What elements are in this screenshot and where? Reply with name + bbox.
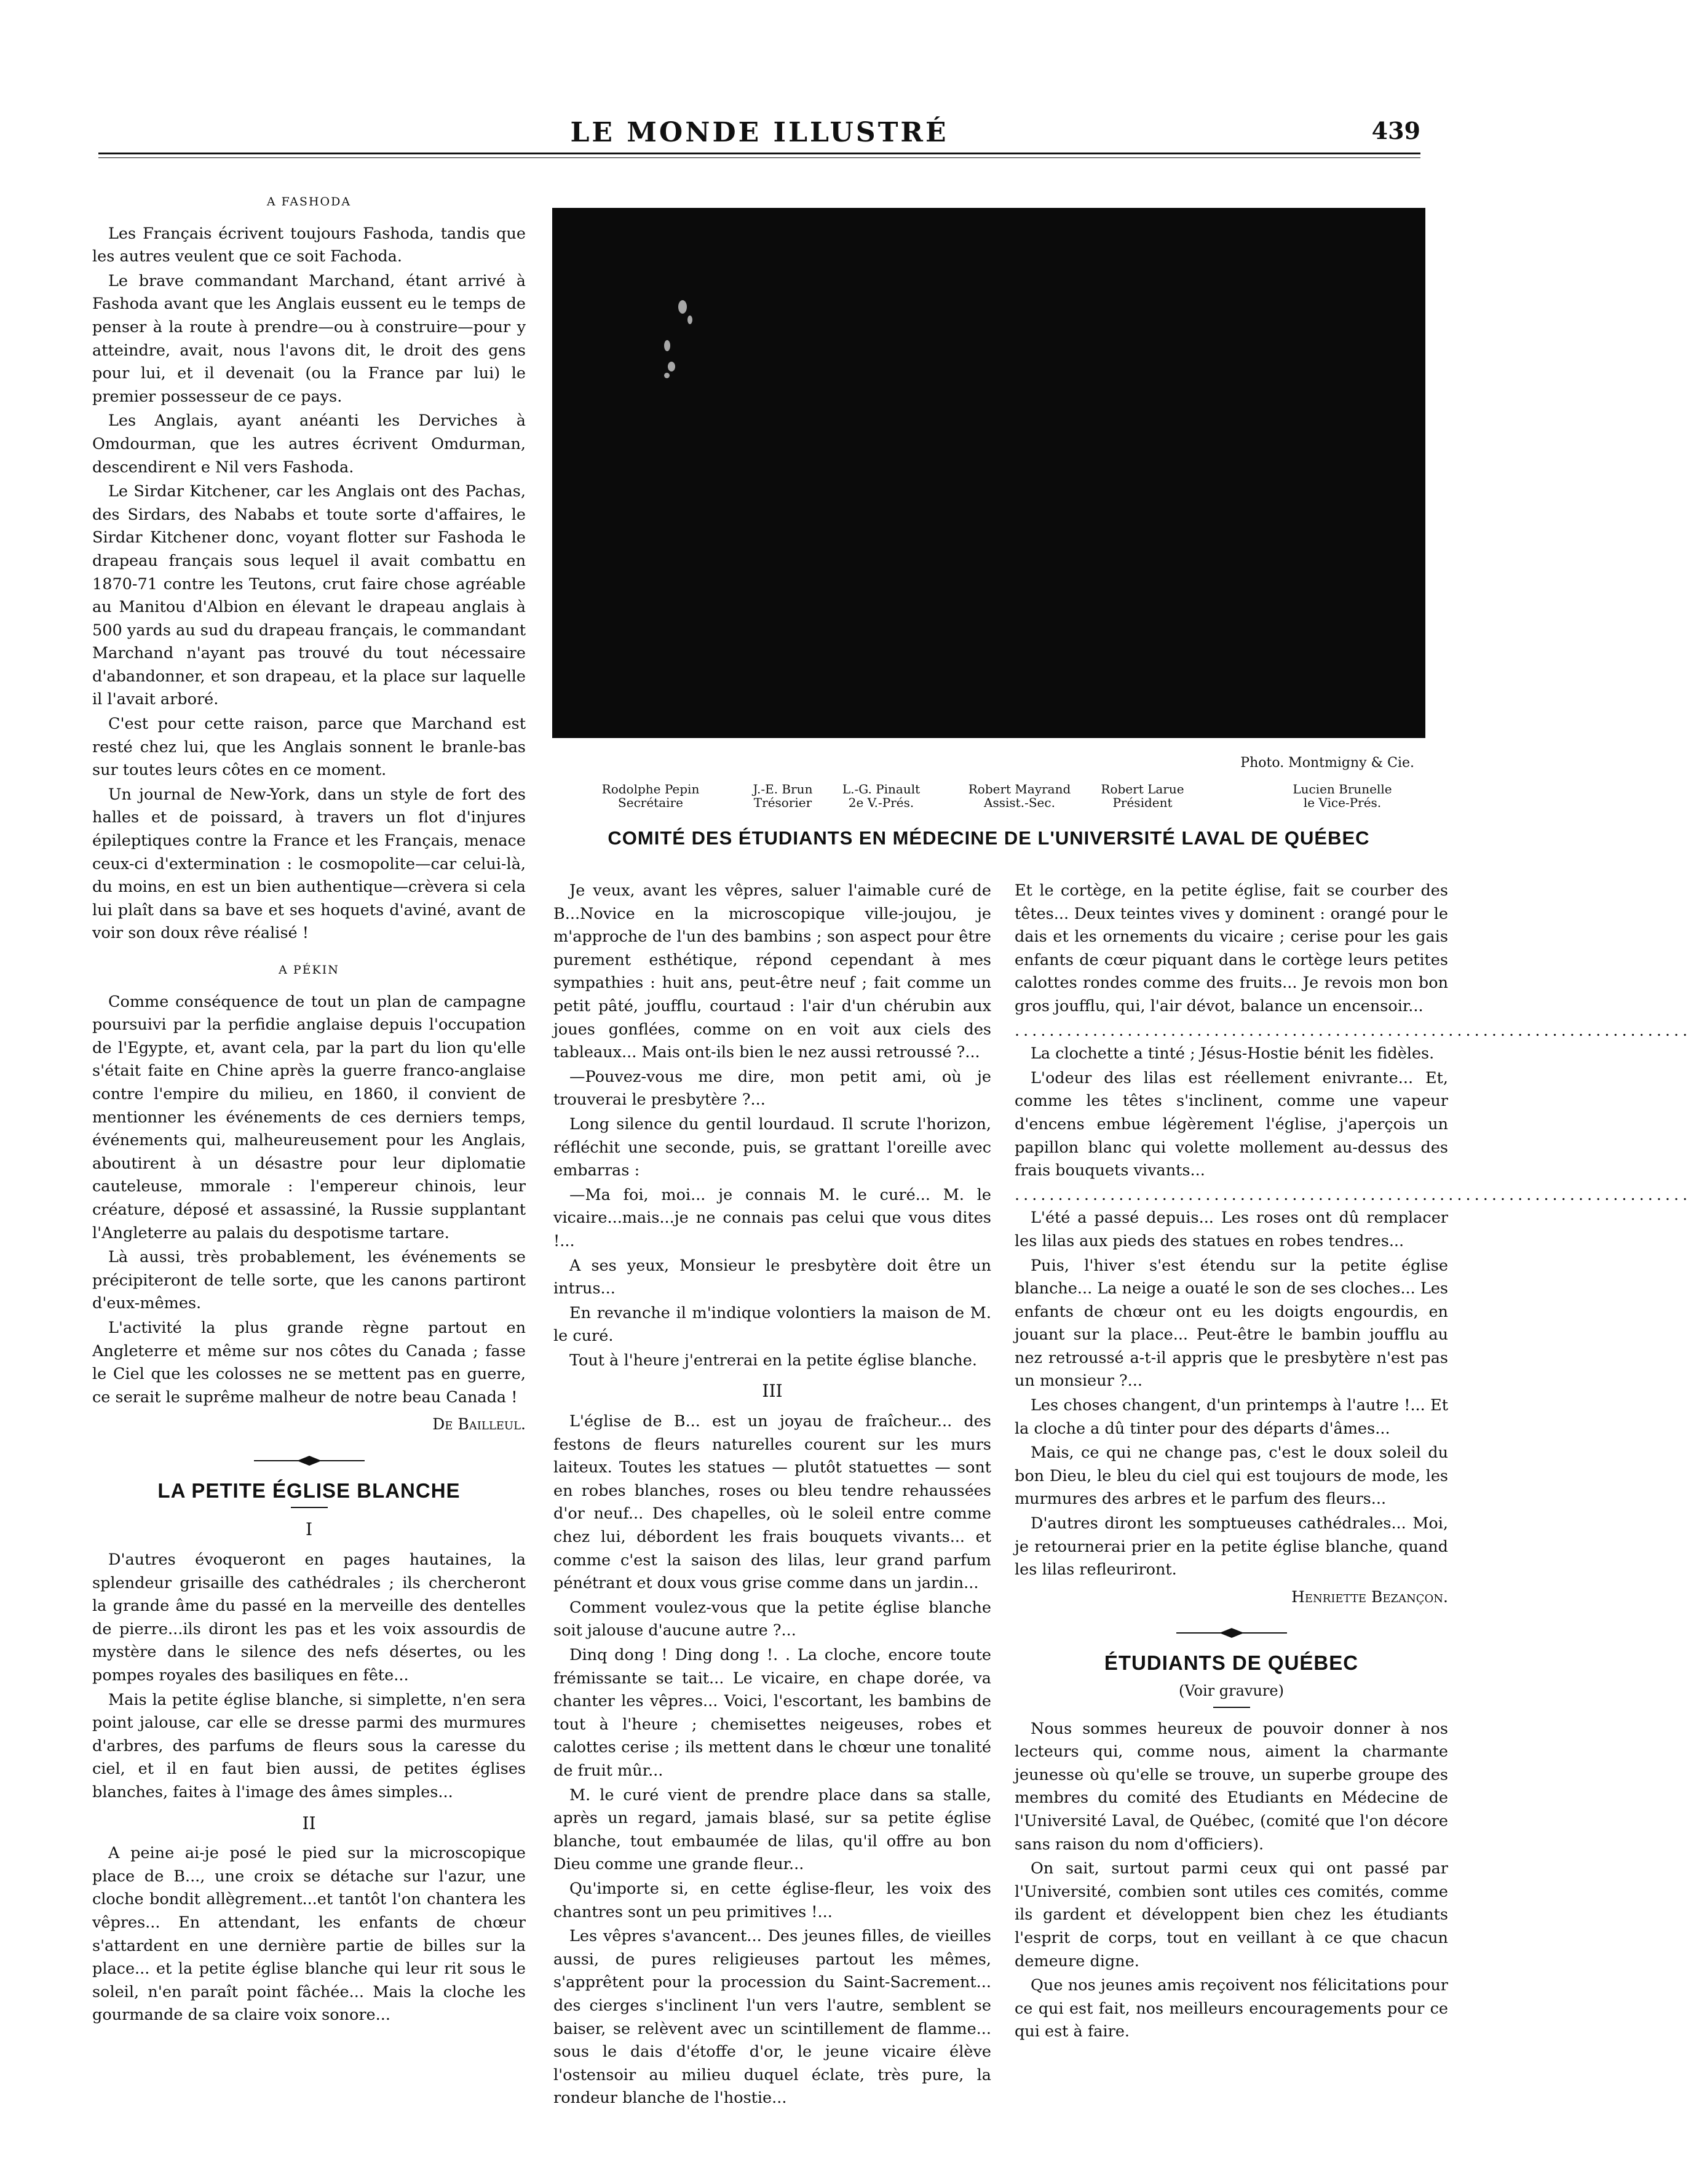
caption-person [586, 782, 715, 809]
caption-person [737, 782, 829, 809]
photo-highlight [668, 362, 675, 371]
group-photo [552, 208, 1425, 738]
caption-person [1087, 782, 1198, 809]
header-rule-thin [98, 157, 1420, 158]
etudiants-paragraph: Que nos jeunes amis reçoivent nos félicitations pour ce qui est fait, nos meilleurs encouragements pour ce qui est à faire. [1015, 1976, 1448, 2041]
person-name: Rodolphe Pepin [601, 782, 700, 796]
person-role: Secrétaire [618, 795, 683, 810]
ellipsis-rule: .............................................................................. [1015, 1185, 1691, 1204]
header-rule [98, 153, 1420, 154]
caption-person [958, 782, 1081, 809]
eglise-paragraph: D'autres évoqueront en pages hautaines, la splendeur grisaille des cathédrales ; ils chercheront la grande âme du passé en la merveille des dentelles de pierre...ils diront les pas et les voix assourdis de mystère dans le silence des nefs désertes, ou les pompes royales des basiliques en fête... [92, 1551, 526, 1685]
eglise-paragraph: Long silence du gentil lourdaud. Il scrute l'horizon, réfléchit une seconde, puis, se grattant l'oreille avec embarras : [553, 1114, 991, 1180]
photo-highlight [678, 300, 687, 314]
eglise-paragraph: Dinq dong ! Ding dong !. . La cloche, encore toute frémissante se tait... Le vicaire, en chape dorée, va chanter les vêpres... Voici, l'escortant, les bambins de tout à l'heure ; chemisettes neigeuses, robes et calottes cerise ; ils mettent dans le chœur une tonalité de fruit mûr... [553, 1646, 991, 1780]
page-number: 439 [1371, 117, 1420, 145]
caption-person [829, 782, 933, 809]
pekin-paragraph: L'activité la plus grande règne partout en Angleterre et même sur nos côtes du Canada ; fasse le Ciel que les colosses ne se mettent pas en guerre, ce serait le suprême malheur de notre beau Canada ! [92, 1318, 526, 1407]
eglise-paragraph: Tout à l'heure j'entrerai en la petite église blanche. [569, 1351, 977, 1370]
eglise-paragraph: —Pouvez-vous me dire, mon petit ami, où je trouverai le presbytère ?... [553, 1067, 991, 1110]
middle-column [553, 880, 991, 2111]
part-numeral: III [762, 1381, 783, 1402]
title-rule [291, 1507, 328, 1508]
photo-title: COMITÉ DES ÉTUDIANTS EN MÉDECINE DE L'UNIVERSITÉ LAVAL DE QUÉBEC [608, 827, 1370, 849]
pekin-paragraph: Comme conséquence de tout un plan de campagne poursuivi par la perfidie anglaise depuis l'occupation de l'Egypte, et, avant cela, par la part du lion qu'elle s'était faite en Chine après la guerre franco-anglaise contre l'empire du milieu, en 1860, il convient de mentionner les événements de ces derniers temps, événements qui, malheureusement pour les Anglais, aboutirent à un désastre pour leur diplomatie cauteleuse, mmorale : l'empereur chinois, leur créature, déposé et assassiné, la Russie supplantant l'Angleterre au palais du despotisme tartare. [92, 992, 526, 1242]
left-column [92, 185, 526, 2028]
eglise-paragraph: A peine ai-je posé le pied sur la microscopique place de B..., une croix se détache sur l'azur, une cloche bondit allègrement...et tantôt l'on chantera les vêpres... En attendant, les enfants de chœur s'attardent en une dernière partie de billes sur la place... et la petite église blanche qui leur rit sous le soleil, n'en paraît point fâchée... Mais la cloche les gourmande de sa claire voix sonore... [92, 1844, 526, 2025]
eglise-paragraph: A ses yeux, Monsieur le presbytère doit être un intrus... [553, 1256, 991, 1298]
pekin-signature: De Bailleul. [432, 1415, 526, 1434]
eglise-paragraph: En revanche il m'indique volontiers la maison de M. le curé. [553, 1303, 991, 1346]
page-header [98, 117, 1420, 166]
person-role: Président [1112, 795, 1173, 810]
title-rule [1213, 1707, 1250, 1708]
caption-person [1278, 782, 1407, 809]
part-numeral: I [305, 1519, 313, 1540]
photo-caption-names [552, 782, 1425, 825]
fashoda-paragraph: Le brave commandant Marchand, étant arrivé à Fashoda avant que les Anglais eussent eu le temps de penser à la route à prendre—ou à construire—pour y atteindre, avait, nous l'avons dit, le droit des gens pour lui, et il devenait (ou la France par lui) le premier possesseur de ce pays. [92, 271, 526, 406]
eglise-paragraph: La clochette a tinté ; Jésus-Hostie bénit les fidèles. [1031, 1044, 1435, 1063]
section-ornament [1176, 1626, 1287, 1640]
eglise-paragraph: Les choses changent, d'un printemps à l'autre !... Et la cloche a dû tinter pour des départs d'âmes... [1015, 1396, 1448, 1438]
part-numeral: II [302, 1813, 316, 1833]
eglise-paragraph: D'autres diront les somptueuses cathédrales... Moi, je retournerai prier en la petite église blanche, quand les lilas refleuriront. [1015, 1514, 1448, 1579]
etudiants-subtitle: (Voir gravure) [1179, 1682, 1284, 1699]
right-column [1015, 880, 1691, 2045]
fashoda-paragraph: C'est pour cette raison, parce que Marchand est resté chez lui, que les Anglais sonnent le branle-bas sur toutes leurs côtes en ce moment. [92, 715, 526, 780]
eglise-paragraph: Qu'importe si, en cette église-fleur, les voix des chantres sont un peu primitives !... [553, 1879, 991, 1921]
photo-highlight [664, 340, 670, 351]
pekin-paragraph: Là aussi, très probablement, les événements se précipiteront de telle sorte, que les canons partiront d'eux-mêmes. [92, 1248, 526, 1313]
eglise-paragraph: Et le cortège, en la petite église, fait se courber des têtes... Deux teintes vives y dominent : orangé pour le dais et les ornements du vicaire ; cerise pour les gais enfants de cœur piquant dans le cortège leurs petites calottes rondes comme des fruits... Je revois mon bon gros joufflu, qui, l'air dévot, balance un encensoir... [1015, 881, 1448, 1015]
masthead-title: LE MONDE ILLUSTRÉ [570, 117, 949, 148]
photo-highlight [687, 316, 692, 324]
person-name: Lucien Brunelle [1293, 782, 1392, 796]
person-name: Robert Larue [1101, 782, 1184, 796]
eglise-title: LA PETITE ÉGLISE BLANCHE [157, 1479, 461, 1502]
fashoda-paragraph: Les Français écrivent toujours Fashoda, tandis que les autres veulent que ce soit Fachoda. [92, 224, 526, 266]
fashoda-paragraph: Un journal de New-York, dans un style de fort des halles et de poissard, à travers un flot d'injures épileptiques contre la France et les Français, menace ceux-ci d'extermination : le cosmopolite—car celui-là, du moins, en est un bien authentique—crèvera si cela lui plaît dans sa bave et ses hoquets d'aviné, avant de voir son doux rêve réalisé ! [92, 785, 526, 943]
eglise-paragraph: Les vêpres s'avancent... Des jeunes filles, de vieilles aussi, de pures religieuses partout les mêmes, s'apprêtent pour la procession du Saint-Sacrement... des cierges s'inclinent l'un vers l'autre, semblent se baiser, se relèvent avec un scintillement de flamme... sous le dais d'étoffe d'or, le jeune vicaire élève l'ostensoir au milieu duquel éclate, très pure, la rondeur blanche de l'hostie... [553, 1927, 991, 2108]
eglise-paragraph: M. le curé vient de prendre place dans sa stalle, après un regard, jamais blasé, sur sa petite église blanche, tout embaumée de lilas, qu'il offre au bon Dieu comme une grande fleur... [553, 1785, 991, 1874]
eglise-paragraph: Je veux, avant les vêpres, saluer l'aimable curé de B...Novice en la microscopique ville-joujou, je m'approche de l'un des bambins ; son aspect pour être purement esthétique, répond cependant à mes sympathies : huit ans, peut-être neuf ; fait comme un petit pâté, joufflu, courtaud : l'air d'un chérubin aux joues gonflées, comme on en voit aux ciels des tableaux... Mais ont-ils bien le nez aussi retroussé ?... [553, 881, 991, 1062]
person-name: Robert Mayrand [968, 782, 1071, 796]
etudiants-paragraph: Nous sommes heureux de pouvoir donner à nos lecteurs qui, comme nous, aiment la charmante jeunesse où qu'elle se trouve, un superbe groupe des membres du comité des Etudiants en Médecine de l'Université Laval, de Québec, (comité que l'on décore sans raison du nom d'officiers). [1015, 1719, 1448, 1854]
person-name: L.-G. Pinault [842, 782, 921, 796]
eglise-paragraph: —Ma foi, moi... je connais M. le curé... M. le vicaire...mais...je ne connais pas celui que vous dites !... [553, 1185, 991, 1250]
person-role: 2e V.-Prés. [848, 795, 914, 810]
eglise-paragraph: L'été a passé depuis... Les roses ont dû remplacer les lilas aux pieds des statues en robes tendres... [1015, 1209, 1448, 1250]
photo-highlight [664, 373, 670, 378]
fashoda-paragraph: Le Sirdar Kitchener, car les Anglais ont des Pachas, des Sirdars, des Nababs et toute sorte d'affaires, le Sirdar Kitchener donc, voyant flotter sur Fashoda le drapeau français sous lequel il avait combattu en 1870-71 contre les Teutons, crut faire chose agréable au Manitou d'Albion en élevant le drapeau anglais à 500 yards au sud du drapeau français, le commandant Marchand n'ayant pas trouvé du tout nécessaire d'abandonner, et son drapeau, et la place sur laquelle il l'avait arboré. [92, 482, 526, 709]
person-role: Assist.-Sec. [984, 795, 1055, 810]
person-role: le Vice-Prés. [1303, 795, 1382, 810]
photo-credit: Photo. Montmigny & Cie. [1240, 755, 1414, 771]
person-role: Trésorier [753, 795, 812, 810]
eglise-paragraph: L'odeur des lilas est réellement enivrante... Et, comme les têtes s'inclinent, comme une vapeur d'encens embue légèrement l'église, j'aperçois un papillon blanc qui volette mollement au-dessus des frais bouquets vivants... [1015, 1068, 1448, 1180]
eglise-paragraph: Comment voulez-vous que la petite église blanche soit jalouse d'aucune autre ?... [553, 1598, 991, 1640]
eglise-paragraph: Puis, l'hiver s'est étendu sur la petite église blanche... La neige a ouaté le son de ses cloches... Les enfants de chœur ont eu les doigts engourdis, en jouant sur la place... Peut-être le bambin joufflu au nez retroussé a-t-il appris que le presbytère n'est pas un monsieur ?... [1015, 1256, 1448, 1391]
pekin-heading: A PÉKIN [279, 963, 339, 977]
eglise-paragraph: Mais, ce qui ne change pas, c'est le doux soleil du bon Dieu, le bleu du ciel qui est toujours de mode, les murmures des arbres et le parfum des fleurs... [1015, 1443, 1448, 1509]
ellipsis-rule: .............................................................................. [1015, 1021, 1691, 1040]
eglise-paragraph: Mais la petite église blanche, si simplette, n'en sera point jalouse, car elle se dresse parmi des murmures d'arbres, des parfums de fleurs sous la caresse du ciel, et il en faut bien aussi, de petites églises blanches, faites à l'image des âmes simples... [92, 1690, 526, 1801]
person-name: J.-E. Brun [753, 782, 813, 796]
eglise-signature: Henriette Bezançon. [1291, 1587, 1448, 1606]
fashoda-heading: A FASHODA [266, 195, 352, 208]
fashoda-paragraph: Les Anglais, ayant anéanti les Derviches à Omdourman, que les autres écrivent Omdurman, descendirent e Nil vers Fashoda. [92, 411, 526, 477]
etudiants-title: ÉTUDIANTS DE QUÉBEC [1104, 1651, 1359, 1675]
etudiants-paragraph: On sait, surtout parmi ceux qui ont passé par l'Université, combien sont utiles ces comités, comme ils gardent et développent bien chez les étudiants l'esprit de corps, tout en veillant à ce que chacun demeure digne. [1015, 1859, 1448, 1971]
eglise-paragraph: L'église de B... est un joyau de fraîcheur... des festons de fleurs naturelles courent sur les murs laiteux. Toutes les statues — plutôt statuettes — sont en robes blanches, roses ou bleu tendre rehaussées d'or neuf... Des chapelles, où le soleil entre comme chez lui, débordent les frais bouquets vivants... et comme c'est la saison des lilas, leur grand parfum pénétrant et doux vous grise comme dans un jardin... [553, 1412, 991, 1593]
section-ornament [254, 1453, 365, 1468]
